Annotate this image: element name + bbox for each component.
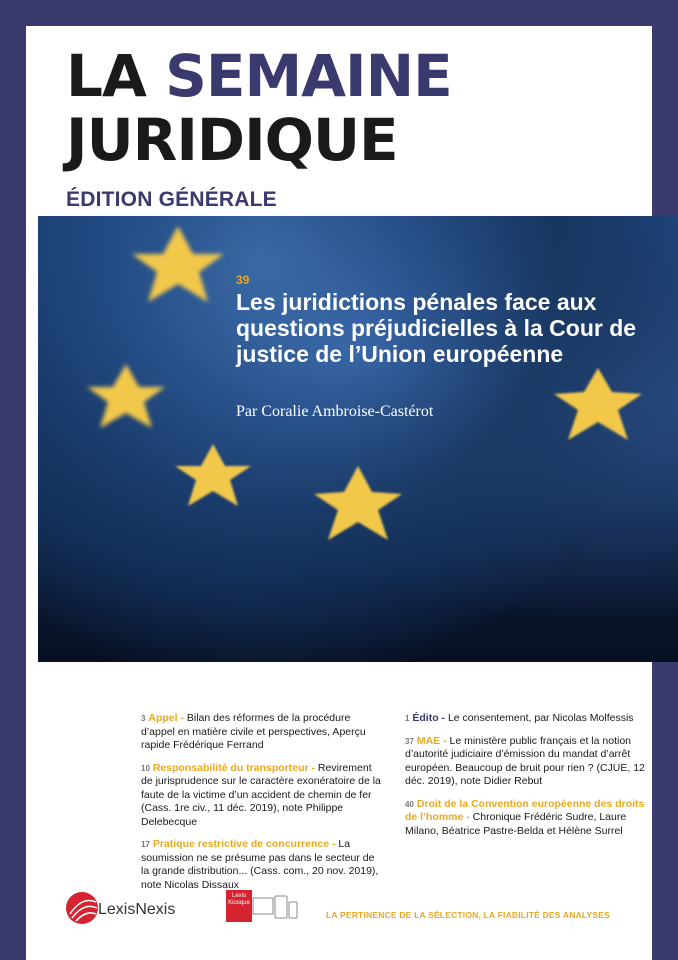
cover-image <box>38 216 678 662</box>
toc-description: Le ministère public français et la notion d’autorité judiciaire d’émission du mandat d’arrêt européen. Beaucoup de bruit pour rien ? (CJUE, 12 déc. 2019), note Didier Rebut <box>405 734 645 787</box>
toc-page-number: 1 <box>405 714 410 723</box>
toc-heading: Droit de la Convention européenne des droits de l’homme - <box>405 797 645 823</box>
toc-heading: Pratique restrictive de concurrence - <box>152 838 336 850</box>
footer-tagline: LA PERTINENCE DE LA SÉLECTION, LA FIABILITÉ DES ANALYSES <box>326 910 611 920</box>
devices-icon <box>252 894 298 922</box>
toc-page-number: 3 <box>141 714 146 723</box>
toc-heading: MAE - <box>416 734 447 747</box>
masthead-line-1 <box>66 42 452 110</box>
toc-heading: Édito - <box>412 712 446 724</box>
masthead-word-juridique: JURIDIQUE <box>66 106 398 174</box>
cover-article-title: Les juridictions pénales face aux questions préjudicielles à la Cour de justice de l’Union européenne <box>236 289 637 367</box>
toc-description: Bilan des réformes de la procédure d’appel en matière civile et perspectives, Aperçu rapide Frédérique Ferrand <box>141 712 366 751</box>
lexisnexis-brand: LexisNexis <box>98 901 176 918</box>
toc-heading: Responsabilité du transporteur - <box>152 761 316 774</box>
masthead-word-la: LA <box>66 42 146 110</box>
toc-page-number: 37 <box>405 736 414 746</box>
cover-article-number: 39 <box>236 273 250 287</box>
toc-item[interactable] <box>405 712 645 726</box>
toc-item[interactable] <box>141 712 381 753</box>
cover-article-author: Par Coralie Ambroise-Castérot <box>236 403 434 420</box>
toc-right-column <box>405 712 645 847</box>
toc-page-number: 17 <box>141 840 150 849</box>
lexisnexis-logo-icon <box>64 888 100 928</box>
edition-label: ÉDITION GÉNÉRALE <box>66 188 277 211</box>
lexis-kiosque-badge: Lexis Kiosque <box>226 890 252 922</box>
toc-item[interactable] <box>141 838 381 892</box>
toc-item[interactable] <box>405 735 645 789</box>
toc-item[interactable] <box>405 798 645 839</box>
toc-heading: Appel - <box>148 712 184 724</box>
masthead-word-semaine: SEMAINE <box>165 42 452 110</box>
toc-description: Le consentement, par Nicolas Molfessis <box>445 712 634 724</box>
toc-description: La soumission ne se présume pas dans le secteur de la grande distribution... (Cass. com., 20 nov. 2019), note Nicolas Dissaux <box>141 838 379 891</box>
toc-description: Revirement de jurisprudence sur le caractère exonératoire de la faute de la victime d’un accident de chemin de fer (Cass. 1re civ., 11 déc. 2019), note Philippe Delebecque <box>141 761 381 828</box>
toc-page-number: 10 <box>141 763 150 773</box>
eu-flag-stars-illustration <box>38 216 678 662</box>
toc-description: Chronique Frédéric Sudre, Laure Milano, Béatrice Pastre-Belda et Hélène Surrel <box>405 811 627 837</box>
toc-page-number: 40 <box>405 799 414 809</box>
toc-item[interactable] <box>141 762 381 830</box>
toc-left-column <box>141 712 381 901</box>
